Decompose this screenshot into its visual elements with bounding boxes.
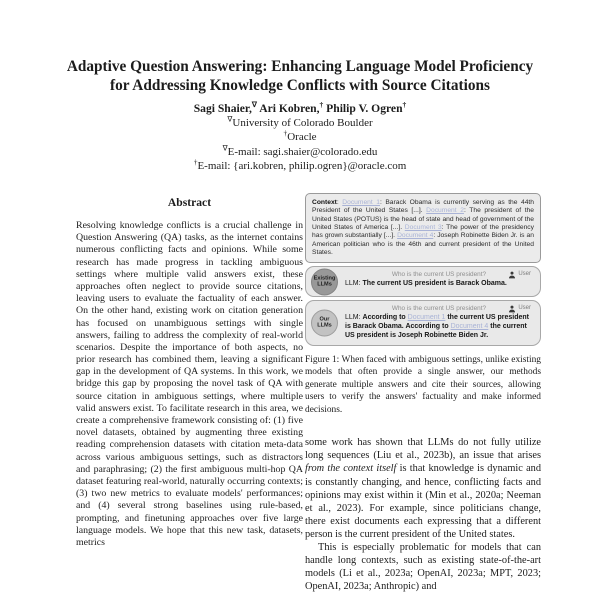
body-text: [305, 436, 541, 593]
body-paragraph-2: This is especially problematic for models that can handle long contexts, such as existing state-of-the-art models (Li et al., 2023a; OpenAI, 2023a; MPT, 2023; OpenAI, 2023a; Anthropic) and: [305, 542, 541, 593]
user-label: User: [518, 271, 531, 278]
figure-context-box: Context: Document 1: Barack Obama is currently serving as the 44th President of the United States [...]. Document 2: The president of the United States (POTUS) is the head of state and head of government of the United States of America [...]. Document 3: The power of the presidency has grown substantially [...]. Document 4: Joseph Robinette Biden Jr. is an American politician who is the 46th and current president of the United States.: [305, 193, 541, 263]
user-chip: [508, 270, 531, 279]
document-4-link[interactable]: Document 4: [397, 232, 434, 240]
author-names: [60, 102, 540, 116]
document-3-link[interactable]: Document 3: [404, 224, 442, 232]
document-1-link[interactable]: Document 1: [342, 199, 380, 206]
author-block: [60, 102, 540, 174]
user-question: Who is the current US president?: [391, 305, 487, 313]
user-chip: [508, 304, 531, 313]
author-2: Ari Kobren,: [256, 102, 320, 115]
context-label: Context: [312, 199, 337, 206]
author-3: Philip V. Ogren: [323, 102, 403, 115]
document-1-link[interactable]: Document 1: [407, 314, 446, 322]
emphasis-phrase: from the context itself: [305, 463, 397, 475]
llm-answer-with-citations: LLM: According to Document 1 the current US president is Barack Obama. According to Document 4 the current US president is Joseph Robinette Biden Jr.: [345, 314, 530, 339]
user-icon: [508, 271, 516, 279]
llm-answer: LLM: The current US president is Barack Obama.: [345, 280, 507, 288]
document-2-link[interactable]: Document 2: [426, 207, 464, 215]
body-paragraph-1: some work has shown that LLMs do not fully utilize long sequences (Liu et al., 2023b), an issue that arises from the context itself is that knowledge is dynamic and is constantly changing, and hence, conflicting facts and opinions may exist within it (Min et al., 2020a; Neeman et al., 2023). For example, since politicians change, there exist documents each expressing that a different person is the current president of the United states.: [305, 437, 542, 540]
chat-existing-llms: [305, 266, 541, 297]
user-icon: [508, 305, 516, 313]
author-1-affil-mark: ∇: [251, 100, 257, 110]
affiliation-university: ∇University of Colorado Boulder: [227, 114, 373, 129]
affiliation-company: †Oracle: [283, 128, 317, 144]
chat-our-llms: [305, 300, 541, 345]
right-column: [305, 193, 541, 593]
abstract-text: Resolving knowledge conflicts is a crucial challenge in Question Answering (QA) tasks, as the internet contains numerous conflicting facts and opinions. While some research has made progress in tackling ambiguous settings where multiple valid answers exist, these approaches often neglect to provide source citations, leaving users to evaluate the factuality of each answer. On the other hand, existing work on citation generation has focused on unambiguous settings with single answers, failing to address the complexity of real-world scenarios. Despite the importance of both aspects, no prior research has combined them, leaving a significant gap in the development of QA systems. In this work, we bridge this gap by proposing the novel task of QA with source citation in ambiguous settings, where multiple valid answers exist. To facilitate research in this area, we create a comprehensive framework consisting of: (1) five novel datasets, obtained by augmenting three existing reading comprehension datasets with citation meta-data across various ambiguous settings, such as distractors and paraphrasing; (2) the first ambiguous multi-hop QA dataset featuring real-world, naturally occurring contexts; (3) two new metrics to evaluate models' performances; and (4) several strong baselines using rule-based, prompting, and finetuning approaches over five large language models. We hope that this new task, datasets, metrics: [76, 220, 303, 548]
left-column: [76, 196, 303, 549]
user-question-row: [345, 270, 533, 280]
existing-llms-avatar: Existing LLMs: [311, 268, 338, 295]
user-label: User: [518, 305, 531, 312]
abstract-heading: Abstract: [167, 196, 212, 209]
user-question-row: [345, 304, 533, 314]
document-4-link[interactable]: Document 4: [450, 323, 489, 331]
email-line-1: ∇E-mail: sagi.shaier@colorado.edu: [222, 143, 378, 158]
author-2-affil-mark: †: [319, 100, 324, 110]
paper-title: Adaptive Question Answering: Enhancing Language Model Proficiency for Addressing Knowledge Conflicts with Source Citations: [66, 58, 534, 94]
author-3-affil-mark: †: [402, 100, 407, 110]
email-line-2: †E-mail: {ari.kobren, philip.ogren}@oracle.com: [193, 157, 407, 173]
author-1: Sagi Shaier,: [193, 102, 252, 115]
figure-caption: Figure 1: When faced with ambiguous settings, unlike existing models that often provide a single answer, our methods generate multiple answers and cite their sources, allowing users to verify the answers' factuality and make informed decisions.: [305, 354, 541, 415]
our-llms-avatar: Our LLMs: [311, 309, 338, 336]
user-question: Who is the current US president?: [391, 271, 487, 279]
figure-1: [305, 193, 541, 416]
